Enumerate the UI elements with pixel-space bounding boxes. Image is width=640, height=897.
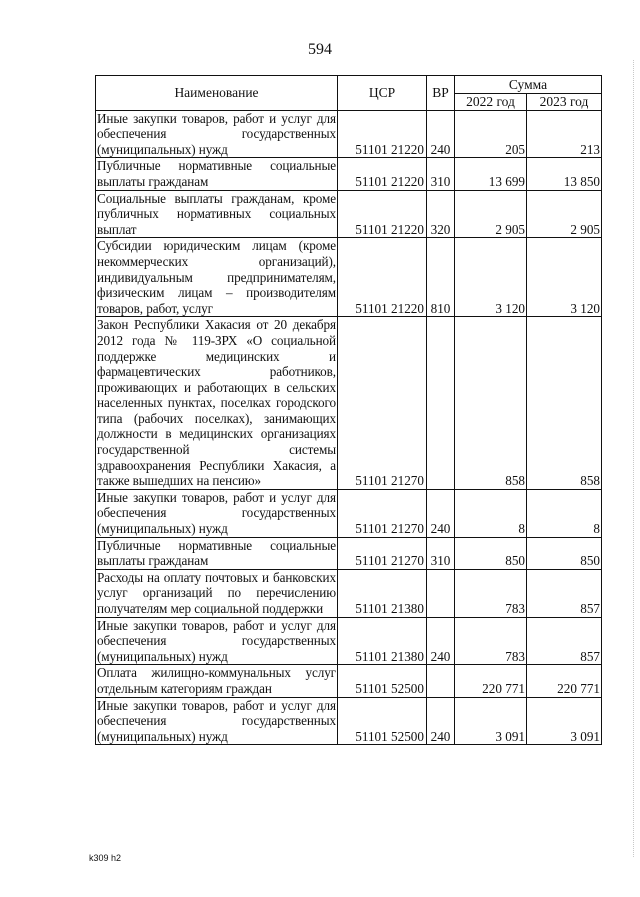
row-vr: 240 [427,697,455,745]
row-csr: 51101 21220 [338,158,427,190]
header-vr: ВР [427,76,455,111]
header-name: Наименование [96,76,338,111]
row-vr [427,317,455,490]
table-row [96,665,602,697]
footer-code: k309 h2 [89,853,122,863]
header-csr: ЦСР [338,76,427,111]
row-amount-2022: 8 [455,489,527,537]
row-amount-2023: 8 [527,489,602,537]
row-amount-2023: 13 850 [527,158,602,190]
row-amount-2022: 13 699 [455,158,527,190]
table-row [96,537,602,569]
row-name: Иные закупки товаров, работ и услуг для обеспечения государственных (муниципальных) нужд [97,110,336,157]
row-amount-2022: 2 905 [455,190,527,238]
header-sum: Сумма [455,76,602,94]
row-name: Иные закупки товаров, работ и услуг для обеспечения государственных (муниципальных) нужд [97,697,336,744]
row-name: Оплата жилищно-коммунальных услуг отдельным категориям граждан [97,665,336,696]
row-vr [427,665,455,697]
row-amount-2022: 220 771 [455,665,527,697]
row-vr: 810 [427,238,455,317]
row-amount-2023: 2 905 [527,190,602,238]
row-csr: 51101 52500 [338,697,427,745]
table-body [96,110,602,745]
row-vr: 320 [427,190,455,238]
row-csr: 51101 21220 [338,238,427,317]
row-amount-2022: 783 [455,617,527,665]
header-year-2022: 2022 год [455,94,527,111]
table-row [96,190,602,238]
row-amount-2022: 3 091 [455,697,527,745]
row-name: Расходы на оплату почтовых и банковских услуг организаций по перечислению получателям мер социальной поддержки [97,569,336,616]
table-row [96,317,602,490]
row-amount-2023: 857 [527,617,602,665]
row-amount-2022: 3 120 [455,238,527,317]
row-amount-2022: 858 [455,317,527,490]
row-name: Иные закупки товаров, работ и услуг для обеспечения государственных (муниципальных) нужд [97,617,336,664]
table-row [96,617,602,665]
row-amount-2023: 850 [527,537,602,569]
row-csr: 51101 21380 [338,569,427,617]
table-row [96,569,602,617]
row-amount-2023: 858 [527,317,602,490]
row-csr: 51101 21380 [338,617,427,665]
row-vr: 240 [427,110,455,158]
scan-edge [633,60,634,857]
row-name: Иные закупки товаров, работ и услуг для обеспечения государственных (муниципальных) нужд [97,489,336,537]
table-header [96,76,602,111]
table-row [96,110,602,158]
row-csr: 51101 52500 [338,665,427,697]
row-name: Субсидии юридическим лицам (кроме некоммерческих организаций), индивидуальным предпринимателям, физическим лицам – производителям товаров, работ, услуг [97,238,336,316]
row-vr: 240 [427,489,455,537]
row-vr: 310 [427,537,455,569]
row-amount-2023: 213 [527,110,602,158]
row-amount-2023: 3 091 [527,697,602,745]
row-amount-2022: 783 [455,569,527,617]
row-amount-2022: 205 [455,110,527,158]
page-number: 594 [308,41,332,58]
header-year-2023: 2023 год [527,94,602,111]
table-row [96,158,602,190]
row-csr: 51101 21270 [338,317,427,490]
table-row [96,697,602,745]
row-name: Социальные выплаты гражданам, кроме публичных нормативных социальных выплат [97,190,336,237]
row-amount-2023: 220 771 [527,665,602,697]
row-vr [427,569,455,617]
row-csr: 51101 21270 [338,537,427,569]
row-csr: 51101 21220 [338,110,427,158]
table-row [96,489,602,537]
row-amount-2023: 857 [527,569,602,617]
row-name: Публичные нормативные социальные выплаты гражданам [97,158,336,189]
row-amount-2023: 3 120 [527,238,602,317]
row-csr: 51101 21270 [338,489,427,537]
row-name: Закон Республики Хакасия от 20 декабря 2012 года № 119-ЗРХ «О социальной поддержке медицинских и фармацевтических работников, проживающих и работающих в сельских населенных пунктах, поселках городского типа (рабочих поселках), занимающих должности в медицинских организациях государственной системы здравоохранения Республики Хакасия, а также вышедших на пенсию» [97,317,336,489]
row-amount-2022: 850 [455,537,527,569]
row-vr: 240 [427,617,455,665]
row-name: Публичные нормативные социальные выплаты гражданам [97,537,336,569]
row-csr: 51101 21220 [338,190,427,238]
table-row [96,238,602,317]
row-vr: 310 [427,158,455,190]
budget-table [95,75,602,745]
